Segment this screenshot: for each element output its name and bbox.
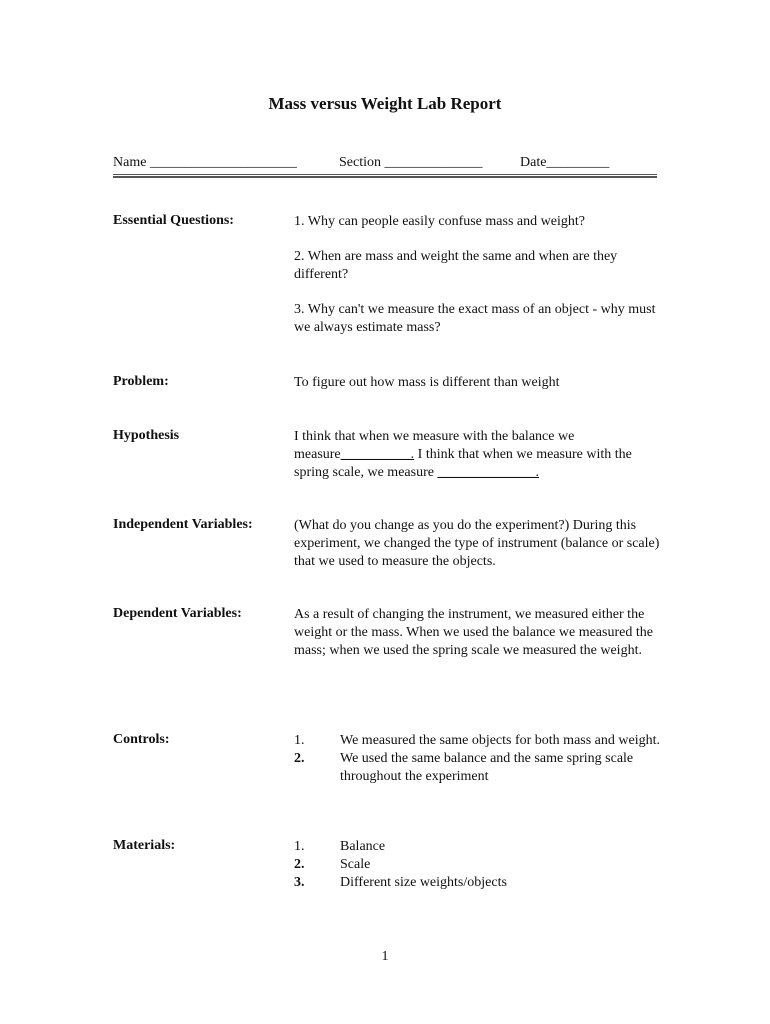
list-item xyxy=(294,750,664,786)
section-field: Section ______________ xyxy=(339,155,483,170)
essential-questions-list xyxy=(294,213,664,354)
student-info-line xyxy=(113,155,657,175)
hypothesis-part-2: I think that when we measure with the spring scale, we measure xyxy=(294,447,632,480)
dependent-variables-text: As a result of changing the instrument, we measured either the weight or the mass. When we used the balance we measured the mass; when we used the spring scale we measured the weight. xyxy=(294,607,653,658)
dependent-variables-label: Dependent Variables: xyxy=(113,606,242,621)
materials-label: Materials: xyxy=(113,838,176,853)
problem-text: To figure out how mass is different than weight xyxy=(294,375,560,390)
date-field: Date_________ xyxy=(520,155,610,170)
header-divider xyxy=(113,174,657,178)
list-text: Balance xyxy=(340,839,386,854)
list-text: Scale xyxy=(340,857,371,872)
hypothesis-blank-2: ______________. xyxy=(437,465,539,480)
page-number: 1 xyxy=(381,949,389,964)
essential-question-1: 1. Why can people easily confuse mass and weight? xyxy=(294,214,585,229)
list-item xyxy=(294,874,664,892)
problem-label: Problem: xyxy=(113,374,169,389)
list-text: We measured the same objects for both mass and weight. xyxy=(340,733,661,748)
controls-list xyxy=(294,732,664,786)
list-item xyxy=(294,732,664,750)
page-title: Mass versus Weight Lab Report xyxy=(268,94,502,113)
hypothesis-label: Hypothesis xyxy=(113,428,180,443)
list-number: 2. xyxy=(294,751,305,766)
list-text: Different size weights/objects xyxy=(340,875,507,890)
essential-questions-label: Essential Questions: xyxy=(113,213,234,228)
list-item xyxy=(294,838,664,856)
independent-variables-text: (What do you change as you do the experiment?) During this experiment, we changed the type of instrument (balance or scale) that we used to measure the objects. xyxy=(294,518,660,569)
essential-question-3: 3. Why can't we measure the exact mass of an object - why must we always estimate mass? xyxy=(294,302,656,335)
list-number: 3. xyxy=(294,875,305,890)
list-number: 2. xyxy=(294,857,305,872)
materials-list xyxy=(294,838,664,892)
hypothesis-text xyxy=(294,428,664,482)
hypothesis-part-1: I think that when we measure with the balance we measure xyxy=(294,429,575,462)
list-text: We used the same balance and the same spring scale throughout the experiment xyxy=(340,751,634,784)
list-item xyxy=(294,856,664,874)
controls-label: Controls: xyxy=(113,732,170,747)
list-number: 1. xyxy=(294,839,305,854)
list-number: 1. xyxy=(294,733,305,748)
name-field: Name _____________________ xyxy=(113,155,297,170)
hypothesis-blank-1: __________. xyxy=(340,447,415,462)
essential-question-2: 2. When are mass and weight the same and when are they different? xyxy=(294,249,618,282)
independent-variables-label: Independent Variables: xyxy=(113,517,253,532)
